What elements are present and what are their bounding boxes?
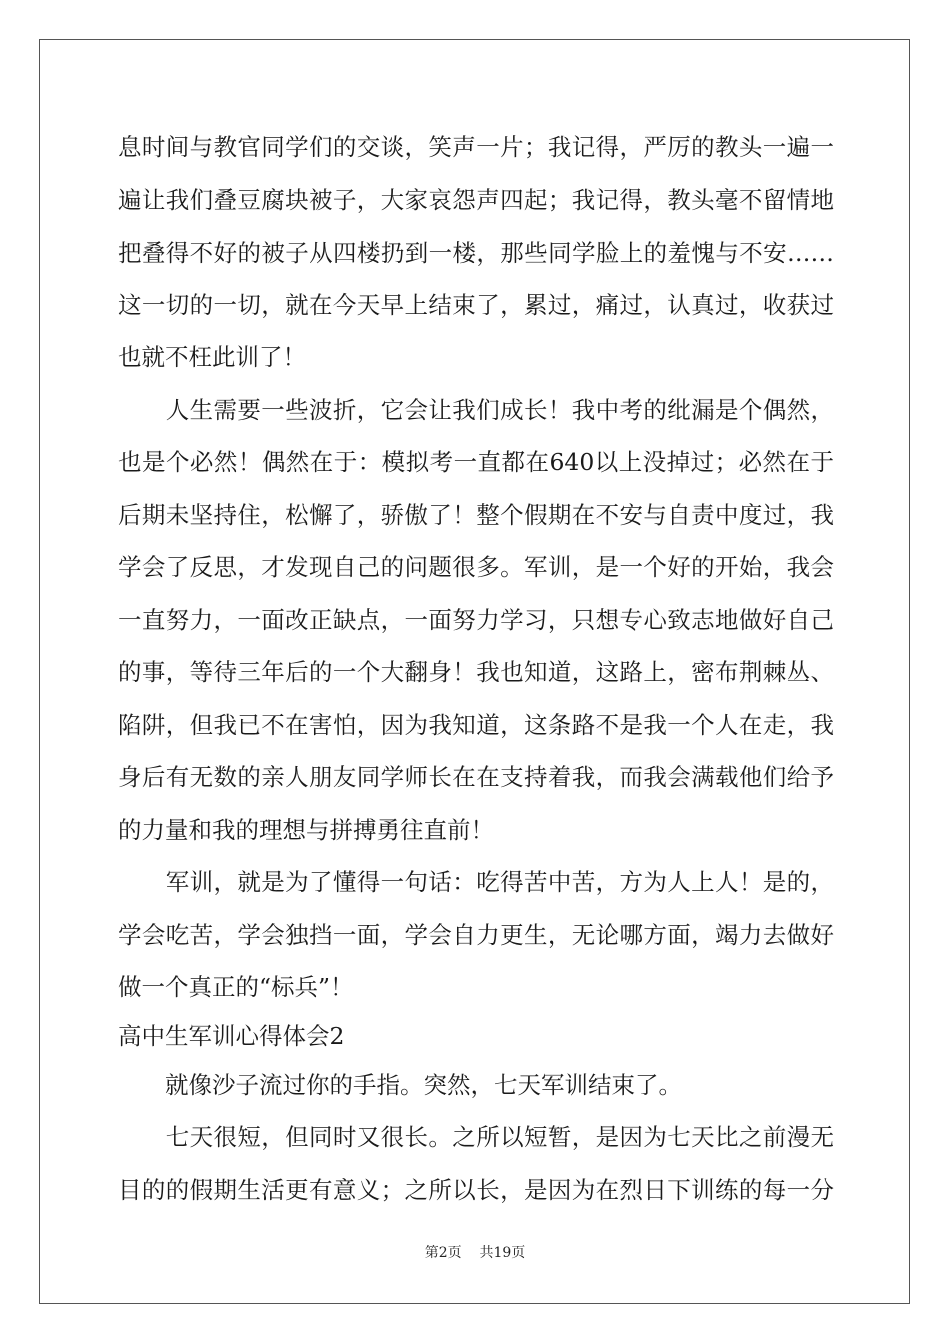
text-line: 也就不枉此训了！ <box>118 343 306 371</box>
page-total: 共19页 <box>479 1245 526 1261</box>
text-line: 身后有无数的亲人朋友同学师长在在支持着我，而我会满载他们给予 <box>118 763 834 791</box>
text-line: 做一个真正的“标兵”！ <box>118 973 354 1001</box>
text-line: 军训，就是为了懂得一句话：吃得苦中苦，方为人上人！是的， <box>118 868 834 896</box>
text-line: 一直努力，一面改正缺点，一面努力学习，只想专心致志地做好自己 <box>118 606 834 634</box>
text-line: 学会吃苦，学会独挡一面，学会自力更生，无论哪方面，竭力去做好 <box>118 921 834 949</box>
text-line: 后期未坚持住，松懈了，骄傲了！整个假期在不安与自责中度过，我 <box>118 501 834 529</box>
text-line: 把叠得不好的被子从四楼扔到一楼，那些同学脸上的羞愧与不安…… <box>118 239 834 267</box>
text-line: 这一切的一切，就在今天早上结束了，累过，痛过，认真过，收获过 <box>118 291 834 319</box>
text-line: 的事，等待三年后的一个大翻身！我也知道，这路上，密布荆棘丛、 <box>118 658 834 686</box>
page-footer <box>0 1244 950 1262</box>
page-number: 第2页 <box>424 1245 462 1261</box>
text-line: 遍让我们叠豆腐块被子，大家哀怨声四起；我记得，教头毫不留情地 <box>118 186 834 214</box>
text-line: 七天很短，但同时又很长。之所以短暂，是因为七天比之前漫无 <box>118 1123 834 1151</box>
text-line: 息时间与教官同学们的交谈，笑声一片；我记得，严厉的教头一遍一 <box>118 133 834 161</box>
text-line: 陷阱，但我已不在害怕，因为我知道，这条路不是我一个人在走，我 <box>118 711 834 739</box>
text-line: 也是个必然！偶然在于：模拟考一直都在640以上没掉过；必然在于 <box>118 448 834 476</box>
text-line: 学会了反思，才发现自己的问题很多。军训，是一个好的开始，我会 <box>118 553 834 581</box>
text-line: 人生需要一些波折，它会让我们成长！我中考的纰漏是个偶然， <box>118 396 834 424</box>
section-heading: 高中生军训心得体会2 <box>118 1022 345 1050</box>
text-line: 的力量和我的理想与拼搏勇往直前！ <box>118 816 494 844</box>
text-line: 目的的假期生活更有意义；之所以长，是因为在烈日下训练的每一分 <box>118 1176 834 1204</box>
text-line: 就像沙子流过你的手指。突然，七天军训结束了。 <box>118 1071 682 1099</box>
